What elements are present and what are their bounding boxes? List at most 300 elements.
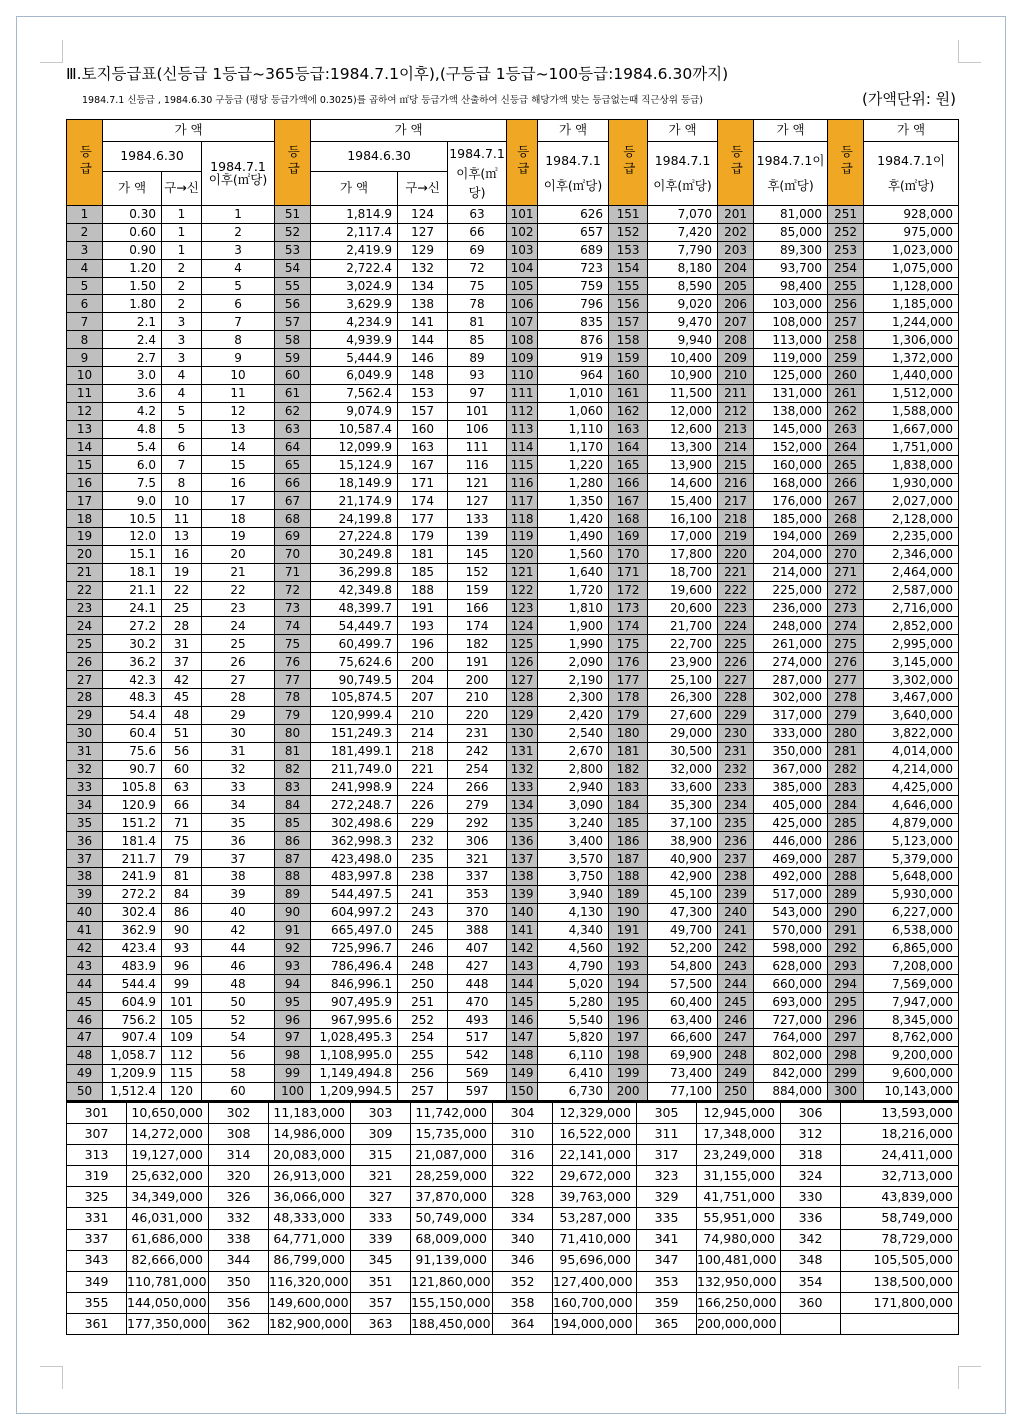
- value-cell: 26: [202, 653, 275, 671]
- header-old-date: 1984.6.30: [311, 142, 448, 172]
- table-row: [67, 277, 959, 295]
- value-cell: 36: [202, 832, 275, 850]
- price-cell: 1,280: [538, 474, 609, 492]
- price-cell: 47,300: [648, 903, 718, 921]
- grade-cell: 115: [507, 456, 538, 474]
- price-cell: 3,240: [538, 814, 609, 832]
- value-cell: 3: [162, 331, 202, 349]
- price-cell: 41,751,000: [697, 1187, 781, 1208]
- header-new-date: 1984.7.1이 후(㎡당): [864, 142, 959, 206]
- grade-cell: 355: [67, 1292, 127, 1313]
- grade-cell: 12: [67, 402, 103, 420]
- value-cell: 22: [202, 581, 275, 599]
- value-cell: 25: [162, 599, 202, 617]
- price-cell: [841, 1313, 959, 1334]
- price-cell: 50,749,000: [411, 1208, 493, 1229]
- table-row: [67, 653, 959, 671]
- grade-cell: 261: [828, 384, 864, 402]
- header-old-date: 1984.6.30: [103, 142, 202, 172]
- price-cell: 598,000: [754, 939, 828, 957]
- grade-cell: 240: [718, 903, 754, 921]
- value-cell: 292: [448, 814, 507, 832]
- table-row: [67, 528, 959, 546]
- value-cell: 148: [398, 367, 448, 385]
- value-cell: 132: [398, 259, 448, 277]
- grade-cell: 84: [275, 796, 311, 814]
- grade-cell: 282: [828, 760, 864, 778]
- price-cell: 105,874.5: [311, 689, 398, 707]
- grade-cell: 356: [209, 1292, 269, 1313]
- grade-cell: 296: [828, 1011, 864, 1029]
- table-row: [67, 223, 959, 241]
- grade-cell: 113: [507, 420, 538, 438]
- value-cell: 99: [162, 975, 202, 993]
- header-price: 가 액: [648, 120, 718, 142]
- value-cell: 427: [448, 957, 507, 975]
- page-subtitle: 1984.7.1 신등급 , 1984.6.30 구등급 (평당 등급가액에 0.3025)를 곱하여 ㎡당 등급가액 산출하여 신등급 해당가액 맞는 등급없는때 직근상위 등급): [82, 95, 704, 106]
- grade-cell: 313: [67, 1145, 127, 1166]
- value-cell: 20: [202, 545, 275, 563]
- grade-cell: 226: [718, 653, 754, 671]
- grade-cell: 13: [67, 420, 103, 438]
- grade-cell: 47: [67, 1028, 103, 1046]
- price-cell: 5,930,000: [864, 885, 959, 903]
- value-cell: 56: [162, 742, 202, 760]
- price-cell: 1,930,000: [864, 474, 959, 492]
- grade-cell: 127: [507, 671, 538, 689]
- price-cell: 10.5: [103, 510, 162, 528]
- table-row: [67, 402, 959, 420]
- header-amount: 가 액: [311, 172, 398, 206]
- grade-cell: 280: [828, 724, 864, 742]
- grade-cell: 188: [609, 867, 648, 885]
- grade-cell: 202: [718, 223, 754, 241]
- price-cell: 11,500: [648, 384, 718, 402]
- price-cell: 657: [538, 223, 609, 241]
- table-row: [67, 510, 959, 528]
- price-cell: 2.1: [103, 313, 162, 331]
- price-cell: 1,751,000: [864, 438, 959, 456]
- grade-cell: 347: [637, 1250, 697, 1271]
- price-cell: 93,700: [754, 259, 828, 277]
- grade-cell: 326: [209, 1187, 269, 1208]
- grade-cell: 74: [275, 617, 311, 635]
- value-cell: 2: [202, 223, 275, 241]
- price-cell: 759: [538, 277, 609, 295]
- value-cell: 86: [162, 903, 202, 921]
- table-row: [67, 241, 959, 259]
- price-cell: 32,000: [648, 760, 718, 778]
- price-cell: 9,940: [648, 331, 718, 349]
- grade-cell: 284: [828, 796, 864, 814]
- value-cell: 14: [202, 438, 275, 456]
- price-cell: 27.2: [103, 617, 162, 635]
- table-row: [67, 1046, 959, 1064]
- price-cell: 53,287,000: [553, 1208, 637, 1229]
- header-price: 가 액: [754, 120, 828, 142]
- value-cell: 218: [398, 742, 448, 760]
- table-row: [67, 295, 959, 313]
- value-cell: 160: [398, 420, 448, 438]
- grade-cell: 290: [828, 903, 864, 921]
- price-cell: 181.4: [103, 832, 162, 850]
- price-cell: 58,749,000: [841, 1208, 959, 1229]
- price-cell: 24,199.8: [311, 510, 398, 528]
- table-row: [67, 420, 959, 438]
- price-cell: 3.6: [103, 384, 162, 402]
- price-cell: 241,998.9: [311, 778, 398, 796]
- price-cell: 21.1: [103, 581, 162, 599]
- value-cell: 232: [398, 832, 448, 850]
- price-cell: 1,350: [538, 492, 609, 510]
- grade-cell: 64: [275, 438, 311, 456]
- grade-cell: 359: [637, 1292, 697, 1313]
- value-cell: 321: [448, 850, 507, 868]
- value-cell: 127: [448, 492, 507, 510]
- grade-cell: 94: [275, 975, 311, 993]
- price-cell: 248,000: [754, 617, 828, 635]
- grade-cell: 174: [609, 617, 648, 635]
- price-cell: 19,127,000: [127, 1145, 209, 1166]
- value-cell: 12: [202, 402, 275, 420]
- grade-cell: 314: [209, 1145, 269, 1166]
- value-cell: 144: [398, 331, 448, 349]
- price-cell: 2,540: [538, 724, 609, 742]
- grade-cell: 167: [609, 492, 648, 510]
- grade-cell: 312: [781, 1124, 841, 1145]
- grade-cell: 365: [637, 1313, 697, 1334]
- grade-cell: 146: [507, 1011, 538, 1029]
- value-cell: 179: [398, 528, 448, 546]
- price-cell: 367,000: [754, 760, 828, 778]
- grade-cell: 152: [609, 223, 648, 241]
- value-cell: 34: [202, 796, 275, 814]
- grade-cell: 28: [67, 689, 103, 707]
- grade-cell: 227: [718, 671, 754, 689]
- grade-cell: 164: [609, 438, 648, 456]
- grade-cell: 129: [507, 706, 538, 724]
- grade-cell: 274: [828, 617, 864, 635]
- grade-cell: 2: [67, 223, 103, 241]
- grade-cell: 32: [67, 760, 103, 778]
- value-cell: 33: [202, 778, 275, 796]
- value-cell: 4: [162, 384, 202, 402]
- table-row: [67, 259, 959, 277]
- grade-cell: 330: [781, 1187, 841, 1208]
- price-cell: 25,100: [648, 671, 718, 689]
- value-cell: 89: [448, 349, 507, 367]
- grade-cell: 186: [609, 832, 648, 850]
- price-cell: 544.4: [103, 975, 162, 993]
- price-cell: 1,149,494.8: [311, 1064, 398, 1082]
- grade-cell: 302: [209, 1102, 269, 1124]
- value-cell: 115: [162, 1064, 202, 1082]
- grade-cell: 141: [507, 921, 538, 939]
- price-cell: 10,650,000: [127, 1102, 209, 1124]
- value-cell: 37: [202, 850, 275, 868]
- grade-cell: 204: [718, 259, 754, 277]
- value-cell: 2: [162, 259, 202, 277]
- grade-cell: 157: [609, 313, 648, 331]
- grade-cell: 357: [351, 1292, 411, 1313]
- grade-cell: 212: [718, 402, 754, 420]
- header-convert: 구→신: [162, 172, 202, 206]
- grade-cell: 321: [351, 1166, 411, 1187]
- header-price: 가 액: [311, 120, 507, 142]
- grade-cell: 109: [507, 349, 538, 367]
- price-cell: 12,945,000: [697, 1102, 781, 1124]
- grade-cell: 242: [718, 939, 754, 957]
- price-cell: 45,100: [648, 885, 718, 903]
- value-cell: 10: [202, 367, 275, 385]
- price-cell: 2.7: [103, 349, 162, 367]
- price-cell: 74,980,000: [697, 1229, 781, 1250]
- price-cell: 9,020: [648, 295, 718, 313]
- grade-cell: 81: [275, 742, 311, 760]
- price-cell: 3,024.9: [311, 277, 398, 295]
- grade-cell: 168: [609, 510, 648, 528]
- grade-cell: 87: [275, 850, 311, 868]
- price-cell: 18,700: [648, 563, 718, 581]
- price-cell: 13,593,000: [841, 1102, 959, 1124]
- price-cell: 30,500: [648, 742, 718, 760]
- value-cell: 111: [448, 438, 507, 456]
- grade-cell: 136: [507, 832, 538, 850]
- price-cell: 52,200: [648, 939, 718, 957]
- value-cell: 3: [202, 241, 275, 259]
- price-cell: 105,505,000: [841, 1250, 959, 1271]
- value-cell: 8: [162, 474, 202, 492]
- grade-cell: 194: [609, 975, 648, 993]
- value-cell: 181: [398, 545, 448, 563]
- value-cell: 1: [162, 206, 202, 224]
- price-cell: 570,000: [754, 921, 828, 939]
- grade-cell: 340: [493, 1229, 553, 1250]
- grade-cell: 305: [637, 1102, 697, 1124]
- value-cell: 257: [398, 1082, 448, 1100]
- grade-cell: 15: [67, 456, 103, 474]
- price-cell: 2,940: [538, 778, 609, 796]
- price-cell: 60,499.7: [311, 635, 398, 653]
- value-cell: 252: [398, 1011, 448, 1029]
- price-cell: 160,000: [754, 456, 828, 474]
- grade-cell: 324: [781, 1166, 841, 1187]
- grade-cell: 304: [493, 1102, 553, 1124]
- price-cell: 182,900,000: [269, 1313, 351, 1334]
- price-cell: 3,302,000: [864, 671, 959, 689]
- price-cell: 73,400: [648, 1064, 718, 1082]
- value-cell: 13: [202, 420, 275, 438]
- price-cell: 7,790: [648, 241, 718, 259]
- table-row: [67, 671, 959, 689]
- grade-cell: 169: [609, 528, 648, 546]
- grade-cell: 257: [828, 313, 864, 331]
- table-row: [67, 1250, 959, 1271]
- grade-cell: 16: [67, 474, 103, 492]
- grade-cell: 178: [609, 689, 648, 707]
- price-cell: 1,209,994.5: [311, 1082, 398, 1100]
- price-cell: 261,000: [754, 635, 828, 653]
- grade-cell: 262: [828, 402, 864, 420]
- grade-cell: 123: [507, 599, 538, 617]
- grade-cell: 71: [275, 563, 311, 581]
- price-cell: 54.4: [103, 706, 162, 724]
- price-cell: 626: [538, 206, 609, 224]
- grade-cell: 292: [828, 939, 864, 957]
- grade-cell: 185: [609, 814, 648, 832]
- price-cell: 21,087,000: [411, 1145, 493, 1166]
- grade-cell: 14: [67, 438, 103, 456]
- value-cell: 85: [448, 331, 507, 349]
- grade-cell: 301: [67, 1102, 127, 1124]
- price-cell: 835: [538, 313, 609, 331]
- value-cell: 45: [162, 689, 202, 707]
- grade-cell: 251: [828, 206, 864, 224]
- grade-cell: 200: [609, 1082, 648, 1100]
- value-cell: 127: [398, 223, 448, 241]
- value-cell: 542: [448, 1046, 507, 1064]
- price-cell: 30.2: [103, 635, 162, 653]
- price-cell: 48,333,000: [269, 1208, 351, 1229]
- price-cell: 54,800: [648, 957, 718, 975]
- value-cell: 448: [448, 975, 507, 993]
- grade-cell: 4: [67, 259, 103, 277]
- value-cell: 2: [162, 277, 202, 295]
- grade-cell: 198: [609, 1046, 648, 1064]
- grade-cell: 92: [275, 939, 311, 957]
- grade-cell: 193: [609, 957, 648, 975]
- price-cell: 10,900: [648, 367, 718, 385]
- grade-cell: 173: [609, 599, 648, 617]
- grade-cell: 43: [67, 957, 103, 975]
- price-cell: 317,000: [754, 706, 828, 724]
- grade-cell: 303: [351, 1102, 411, 1124]
- grade-cell: 126: [507, 653, 538, 671]
- grade-cell: 325: [67, 1187, 127, 1208]
- value-cell: 71: [162, 814, 202, 832]
- grade-cell: 163: [609, 420, 648, 438]
- price-cell: 225,000: [754, 581, 828, 599]
- price-cell: 1,075,000: [864, 259, 959, 277]
- price-cell: 796: [538, 295, 609, 313]
- grade-cell: 209: [718, 349, 754, 367]
- grade-cell: 351: [351, 1271, 411, 1292]
- grade-cell: 337: [67, 1229, 127, 1250]
- grade-cell: 48: [67, 1046, 103, 1064]
- table-row: [67, 635, 959, 653]
- table-row: [67, 760, 959, 778]
- grade-cell: 46: [67, 1011, 103, 1029]
- grade-cell: 97: [275, 1028, 311, 1046]
- price-cell: 7,569,000: [864, 975, 959, 993]
- value-cell: 11: [202, 384, 275, 402]
- price-cell: 69,900: [648, 1046, 718, 1064]
- grade-cell: 249: [718, 1064, 754, 1082]
- header-grade: 등급: [609, 120, 648, 206]
- value-cell: 210: [448, 689, 507, 707]
- price-cell: 25,632,000: [127, 1166, 209, 1187]
- price-cell: 302,498.6: [311, 814, 398, 832]
- value-cell: 141: [398, 313, 448, 331]
- price-cell: 4,560: [538, 939, 609, 957]
- value-cell: 407: [448, 939, 507, 957]
- price-cell: 138,500,000: [841, 1271, 959, 1292]
- price-cell: 68,009,000: [411, 1229, 493, 1250]
- grade-cell: 135: [507, 814, 538, 832]
- grade-cell: 270: [828, 545, 864, 563]
- price-cell: 98,400: [754, 277, 828, 295]
- grade-cell: 298: [828, 1046, 864, 1064]
- grade-cell: 50: [67, 1082, 103, 1100]
- grade-cell: 239: [718, 885, 754, 903]
- grade-cell: 73: [275, 599, 311, 617]
- grade-cell: 232: [718, 760, 754, 778]
- grade-cell: 306: [781, 1102, 841, 1124]
- value-cell: 248: [398, 957, 448, 975]
- price-cell: 27,224.8: [311, 528, 398, 546]
- grade-cell: 8: [67, 331, 103, 349]
- grade-cell: 208: [718, 331, 754, 349]
- value-cell: 246: [398, 939, 448, 957]
- value-cell: 3: [162, 349, 202, 367]
- price-cell: 127,400,000: [553, 1271, 637, 1292]
- value-cell: 138: [398, 295, 448, 313]
- price-cell: 362,998.3: [311, 832, 398, 850]
- price-cell: 446,000: [754, 832, 828, 850]
- grade-cell: 199: [609, 1064, 648, 1082]
- grade-cell: 65: [275, 456, 311, 474]
- value-cell: 10: [162, 492, 202, 510]
- price-cell: 121,860,000: [411, 1271, 493, 1292]
- value-cell: 139: [448, 528, 507, 546]
- grade-cell: 158: [609, 331, 648, 349]
- price-cell: 63,400: [648, 1011, 718, 1029]
- grade-cell: 276: [828, 653, 864, 671]
- price-cell: 2.4: [103, 331, 162, 349]
- price-cell: 75.6: [103, 742, 162, 760]
- price-cell: 30,249.8: [311, 545, 398, 563]
- table-row: [67, 438, 959, 456]
- price-cell: 1,244,000: [864, 313, 959, 331]
- grade-cell: 293: [828, 957, 864, 975]
- value-cell: 231: [448, 724, 507, 742]
- table-row: [67, 1102, 959, 1124]
- price-cell: 20,600: [648, 599, 718, 617]
- price-cell: 36,066,000: [269, 1187, 351, 1208]
- price-cell: 6.0: [103, 456, 162, 474]
- table-row: [67, 1187, 959, 1208]
- grade-cell: 265: [828, 456, 864, 474]
- grade-cell: 211: [718, 384, 754, 402]
- price-cell: 89,300: [754, 241, 828, 259]
- price-cell: 302.4: [103, 903, 162, 921]
- grade-cell: 107: [507, 313, 538, 331]
- value-cell: 16: [162, 545, 202, 563]
- value-cell: 470: [448, 993, 507, 1011]
- price-cell: 4,234.9: [311, 313, 398, 331]
- crop-mark-top-right: [958, 40, 981, 63]
- price-cell: 12,099.9: [311, 438, 398, 456]
- grade-cell: 119: [507, 528, 538, 546]
- price-cell: 4.2: [103, 402, 162, 420]
- value-cell: 193: [398, 617, 448, 635]
- table-row: [67, 492, 959, 510]
- value-cell: 46: [202, 957, 275, 975]
- grade-cell: 311: [637, 1124, 697, 1145]
- grade-cell: 196: [609, 1011, 648, 1029]
- price-cell: 544,497.5: [311, 885, 398, 903]
- grade-cell: 60: [275, 367, 311, 385]
